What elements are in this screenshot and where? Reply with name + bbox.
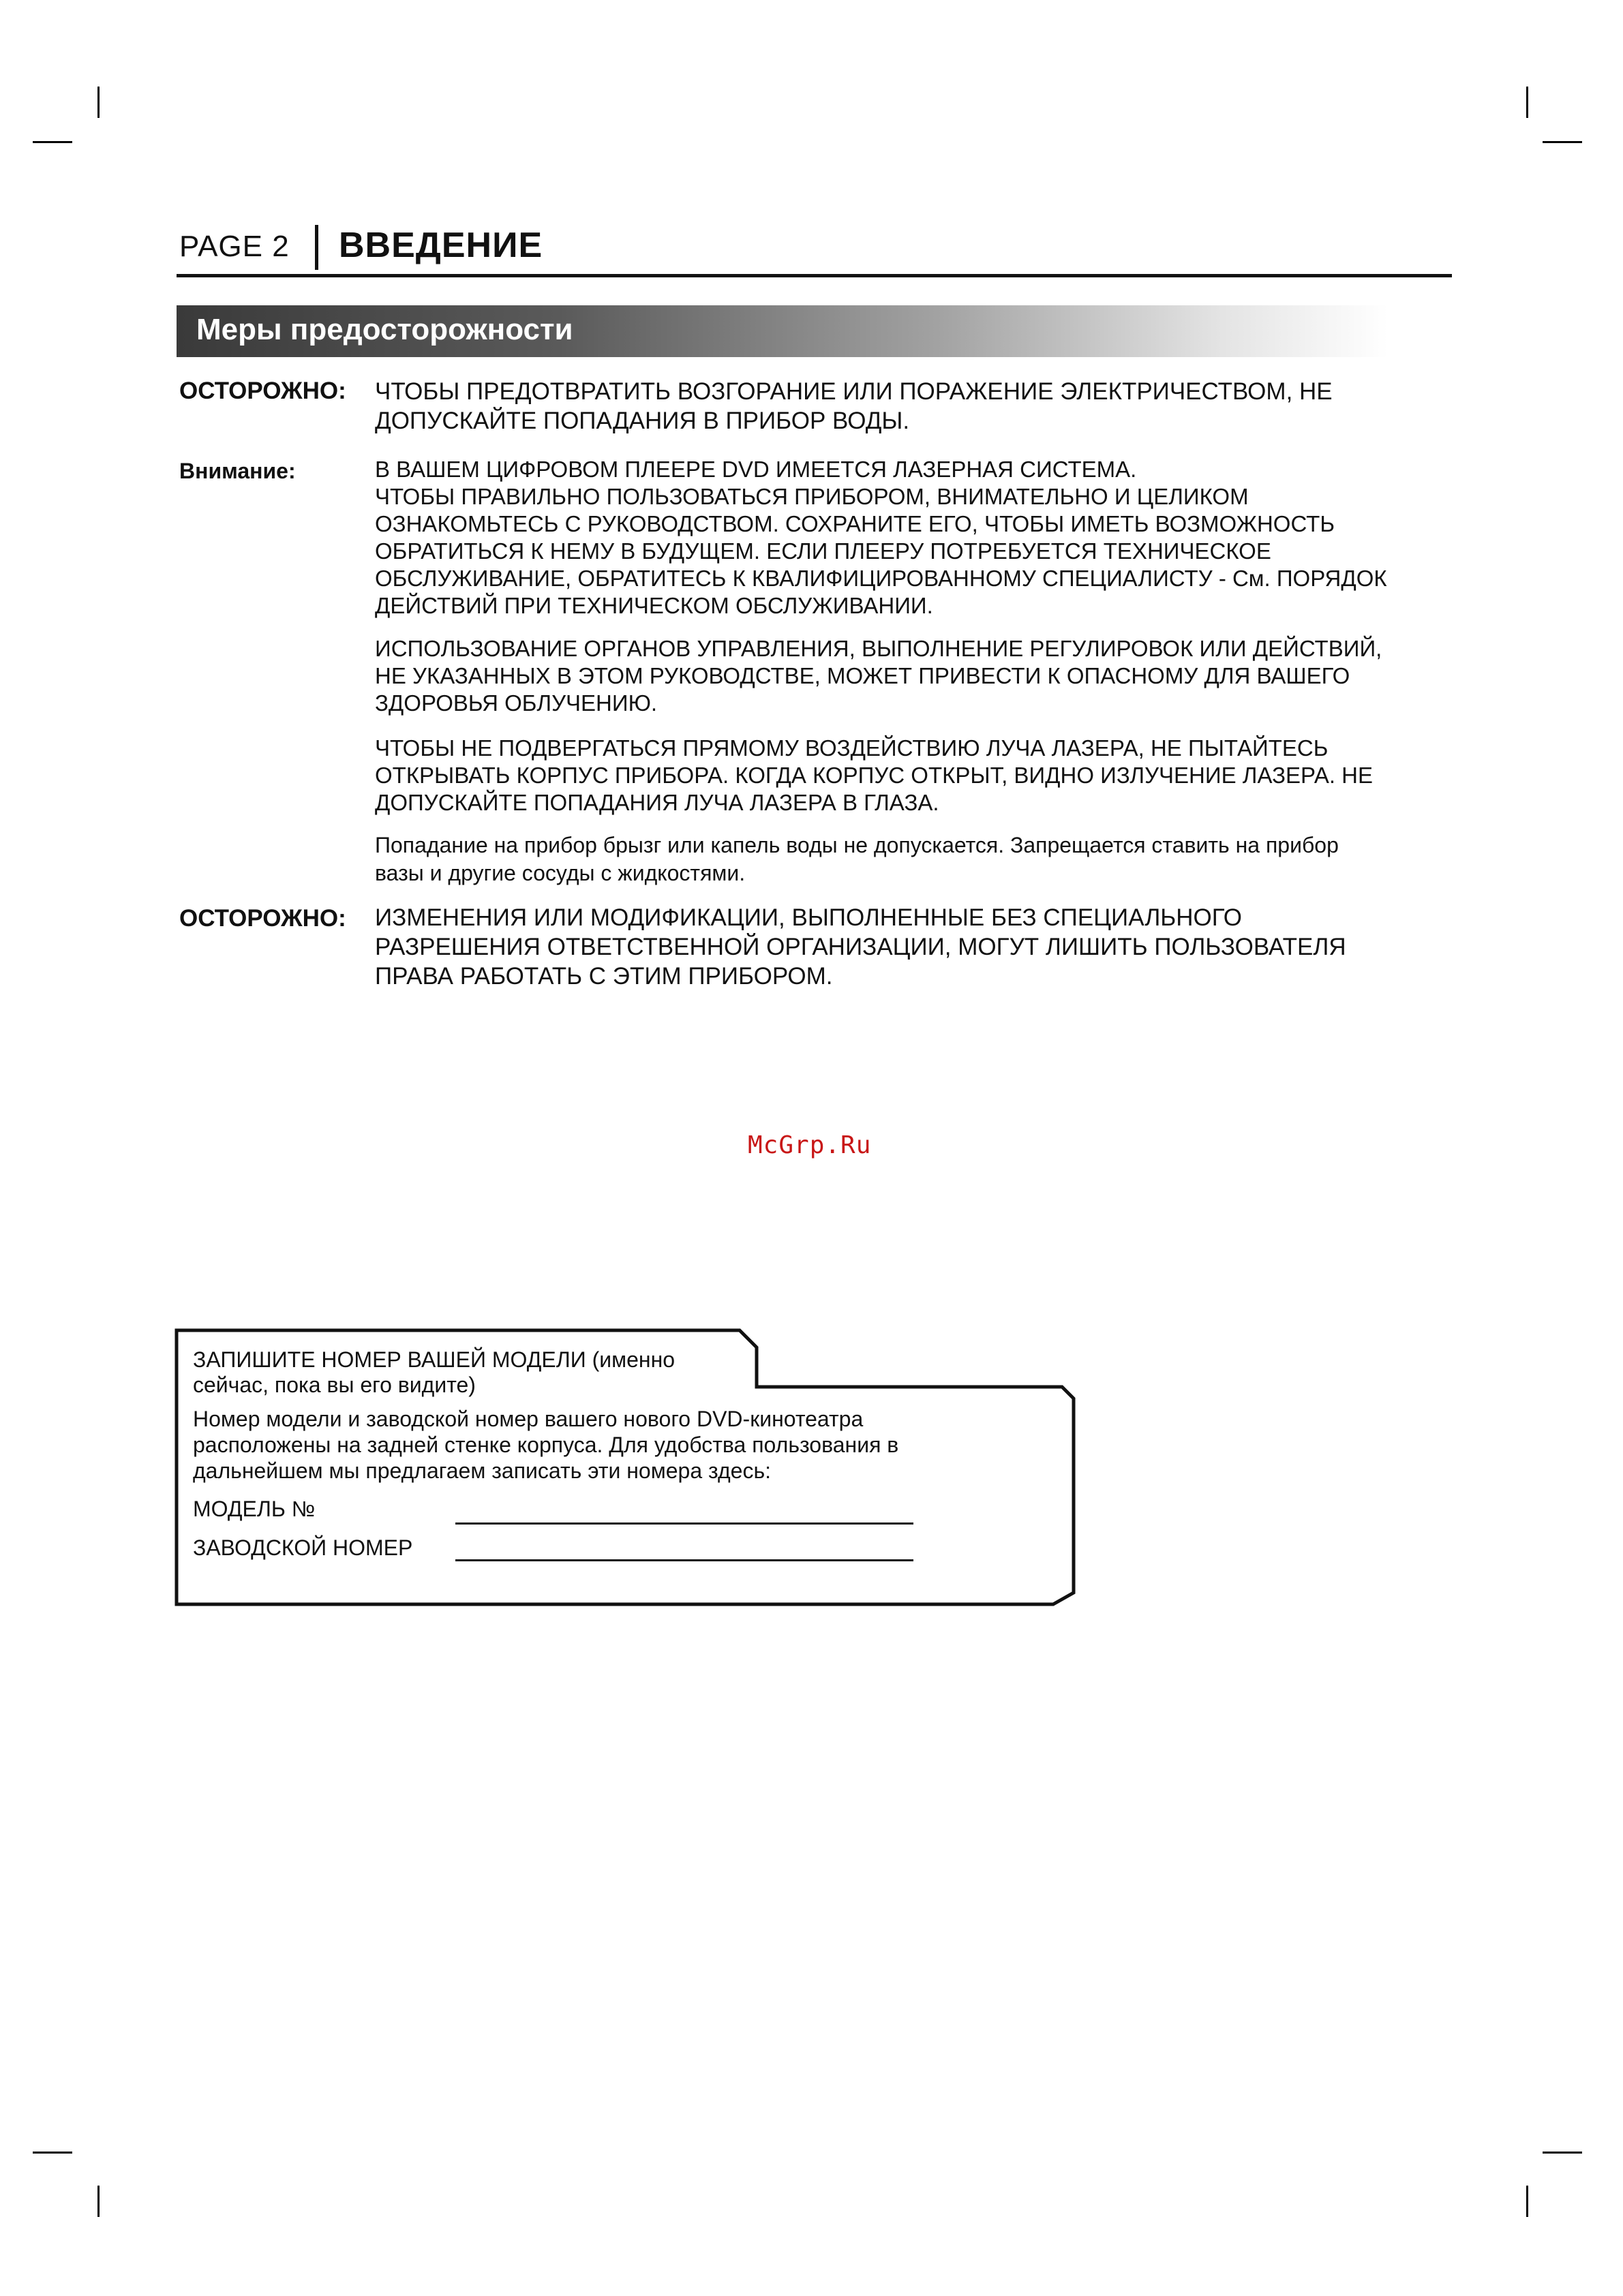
text-line: ЧТОБЫ ПРАВИЛЬНО ПОЛЬЗОВАТЬСЯ ПРИБОРОМ, ВНИМАТЕЛЬНО И ЦЕЛИКОМ [375,484,1249,509]
crop-mark-bottom-right-v [1526,2186,1528,2217]
crop-mark-top-left-h [33,141,72,143]
caution-text-2 [375,903,1452,991]
text-line: ЧТОБЫ НЕ ПОДВЕРГАТЬСЯ ПРЯМОМУ ВОЗДЕЙСТВИЮ ЛУЧА ЛАЗЕРА, НЕ ПЫТАЙТЕСЬ [375,735,1329,761]
section-title: ВВЕДЕНИЕ [339,226,543,265]
text-line: ИЗМЕНЕНИЯ ИЛИ МОДИФИКАЦИИ, ВЫПОЛНЕННЫЕ БЕЗ СПЕЦИАЛЬНОГО [375,904,1242,931]
serial-label: ЗАВОДСКОЙ НОМЕР [193,1535,413,1560]
text-line: ДОПУСКАЙТЕ ПОПАДАНИЯ ЛУЧА ЛАЗЕРА В ГЛАЗА. [375,790,939,815]
text-line: ОЗНАКОМЬТЕСЬ С РУКОВОДСТВОМ. СОХРАНИТЕ ЕГО, ЧТОБЫ ИМЕТЬ ВОЗМОЖНОСТЬ [375,511,1335,536]
text-line: ОБРАТИТЬСЯ К НЕМУ В БУДУЩЕМ. ЕСЛИ ПЛЕЕРУ ПОТРЕБУЕТСЯ ТЕХНИЧЕСКОЕ [375,538,1271,564]
text-line: ОБСЛУЖИВАНИЕ, ОБРАТИТЕСЬ К КВАЛИФИЦИРОВАННОМУ СПЕЦИАЛИСТУ - См. ПОРЯДОК [375,566,1387,591]
attention-paragraph-1 [375,456,1452,619]
crop-mark-bottom-left-v [97,2186,100,2217]
watermark: McGrp.Ru [748,1131,872,1159]
attention-label: Внимание: [179,459,296,483]
crop-mark-top-right-v [1526,87,1528,118]
caution-label-2: ОСТОРОЖНО: [179,905,346,932]
crop-mark-top-right-h [1543,141,1582,143]
text-line: РАЗРЕШЕНИЯ ОТВЕТСТВЕННОЙ ОРГАНИЗАЦИИ, МОГУТ ЛИШИТЬ ПОЛЬЗОВАТЕЛЯ [375,934,1346,960]
text-line: ОТКРЫВАТЬ КОРПУС ПРИБОРА. КОГДА КОРПУС ОТКРЫТ, ВИДНО ИЗЛУЧЕНИЕ ЛАЗЕРА. НЕ [375,763,1374,788]
card-body-line-3: дальнейшем мы предлагаем записать эти номера здесь: [193,1458,771,1483]
text-line: вазы и другие сосуды с жидкостями. [375,861,746,885]
card-body-line-1: Номер модели и заводской номер вашего нового DVD-кинотеатра [193,1407,864,1431]
model-label: МОДЕЛЬ № [193,1497,316,1521]
text-line: В ВАШЕМ ЦИФРОВОМ ПЛЕЕРЕ DVD ИМЕЕТСЯ ЛАЗЕРНАЯ СИСТЕМА. [375,457,1137,482]
model-number-blank[interactable] [455,1522,913,1525]
card-heading-line-2: сейчас, пока вы его видите) [193,1373,476,1397]
text-line: ЗДОРОВЬЯ ОБЛУЧЕНИЮ. [375,690,658,716]
text-line: Попадание на прибор брызг или капель воды не допускается. Запрещается ставить на прибор [375,833,1339,857]
header-divider [315,225,318,270]
text-line: ДОПУСКАЙТЕ ПОПАДАНИЯ В ПРИБОР ВОДЫ. [375,408,910,434]
text-line: ПРАВА РАБОТАТЬ С ЭТИМ ПРИБОРОМ. [375,963,833,990]
banner-title: Меры предосторожности [196,313,573,346]
attention-paragraph-2 [375,635,1452,717]
text-line: ЧТОБЫ ПРЕДОТВРАТИТЬ ВОЗГОРАНИЕ ИЛИ ПОРАЖЕНИЕ ЭЛЕКТРИЧЕСТВОМ, НЕ [375,378,1333,405]
card-heading-line-1: ЗАПИШИТЕ НОМЕР ВАШЕЙ МОДЕЛИ (именно [193,1347,676,1372]
text-line: ИСПОЛЬЗОВАНИЕ ОРГАНОВ УПРАВЛЕНИЯ, ВЫПОЛНЕНИЕ РЕГУЛИРОВОК ИЛИ ДЕЙСТВИЙ, [375,636,1382,661]
crop-mark-top-left-v [97,87,100,118]
caution-text-1 [375,377,1452,435]
attention-paragraph-4 [375,831,1452,887]
caution-label-1: ОСТОРОЖНО: [179,378,346,404]
attention-paragraph-3 [375,735,1452,816]
crop-mark-bottom-left-h [33,2152,72,2154]
text-line: НЕ УКАЗАННЫХ В ЭТОМ РУКОВОДСТВЕ, МОЖЕТ ПРИВЕСТИ К ОПАСНОМУ ДЛЯ ВАШЕГО [375,663,1350,688]
header-rule [177,274,1452,277]
page-number: PAGE 2 [179,230,290,263]
text-line: ДЕЙСТВИЙ ПРИ ТЕХНИЧЕСКОМ ОБСЛУЖИВАНИИ. [375,593,933,618]
crop-mark-bottom-right-h [1543,2152,1582,2154]
card-body-line-2: расположены на задней стенке корпуса. Для удобства пользования в [193,1433,899,1457]
precautions-banner [177,305,1452,357]
serial-number-blank[interactable] [455,1559,913,1561]
